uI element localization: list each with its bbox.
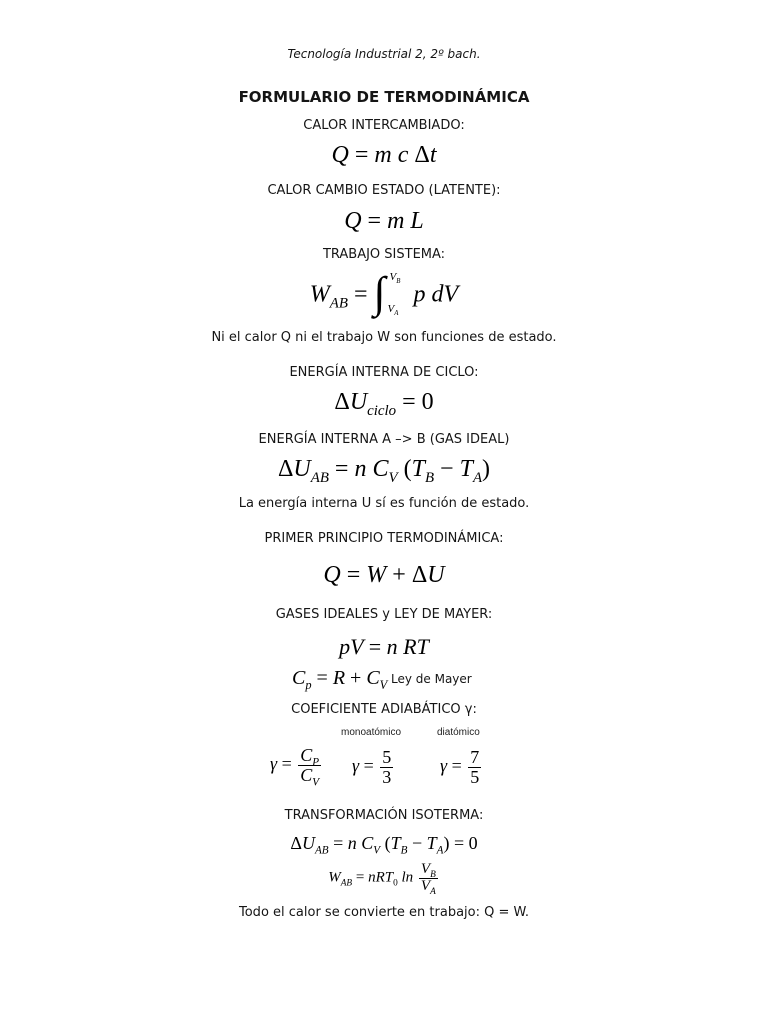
heading-calor: CALOR INTERCAMBIADO:: [303, 118, 465, 133]
heading-mayer: GASES IDEALES y LEY DE MAYER:: [275, 607, 493, 622]
label-monoatomico: monoatómico: [341, 727, 402, 738]
document-header: [0, 43, 768, 62]
formula-gamma-dia: γ = $\frac{7}{5}$: [440, 747, 480, 787]
heading-isoterma: TRANSFORMACIÓN ISOTERMA:: [284, 808, 484, 823]
course-subtitle: Tecnología Industrial 2, 2º bach.: [287, 47, 481, 61]
formula-mayer: $C_p = R + C_V$: [292, 667, 388, 692]
formula-calor: Q = m c Δt: [331, 142, 437, 168]
formula-gamma-mono: γ = $\frac{5}{3}$: [352, 747, 392, 787]
formula-isoterma-trabajo: $W_{AB} = nRT_0$ ln $\frac{V_B}{V_A}$: [328, 861, 436, 897]
formula-primer-principio: Q = W + ΔU: [323, 562, 445, 588]
formula-isoterma-energia: $\Delta U_{AB} = n$ $C_V$ $(T_B - T_A) = 0$: [290, 833, 478, 857]
heading-latente: CALOR CAMBIO ESTADO (LATENTE):: [267, 183, 501, 198]
formula-energia-interna: $\Delta U_{AB} = n$ $C_V$ $(T_B - T_A)$: [277, 456, 491, 486]
note-estado: Ni el calor Q ni el trabajo W son funciones de estado.: [211, 330, 557, 345]
heading-ciclo: ENERGÍA INTERNA DE CICLO:: [289, 365, 479, 380]
formula-gamma-general: γ = $\frac{C_P}{C_V}$: [270, 745, 320, 789]
note-final: Todo el calor se convierte en trabajo: Q = W.: [239, 905, 529, 920]
title-text: FORMULARIO DE TERMODINÁMICA: [238, 88, 530, 106]
formula-latente: Q = m L: [344, 208, 424, 234]
heading-trabajo: TRABAJO SISTEMA:: [322, 247, 446, 262]
formula-gas-ideal: pV = n RT: [339, 634, 429, 659]
label-diatomico: diatómico: [437, 727, 480, 738]
heading-adiabatico: COEFICIENTE ADIABÁTICO γ:: [291, 702, 477, 717]
note-energia-interna: La energía interna U sí es función de estado.: [238, 496, 530, 511]
page-title: [0, 87, 768, 106]
label-ley-mayer: Ley de Mayer: [391, 672, 472, 686]
formula-ciclo: $\Delta U_{ciclo} = 0$: [334, 389, 434, 419]
heading-primer-principio: PRIMER PRINCIPIO TERMODINÁMICA:: [264, 531, 504, 546]
heading-gas-ideal: ENERGÍA INTERNA A –> B (GAS IDEAL): [258, 432, 510, 447]
formula-trabajo: $W_{AB}$ = ∫ $V_B$ $V_A$ p dV: [309, 268, 459, 318]
